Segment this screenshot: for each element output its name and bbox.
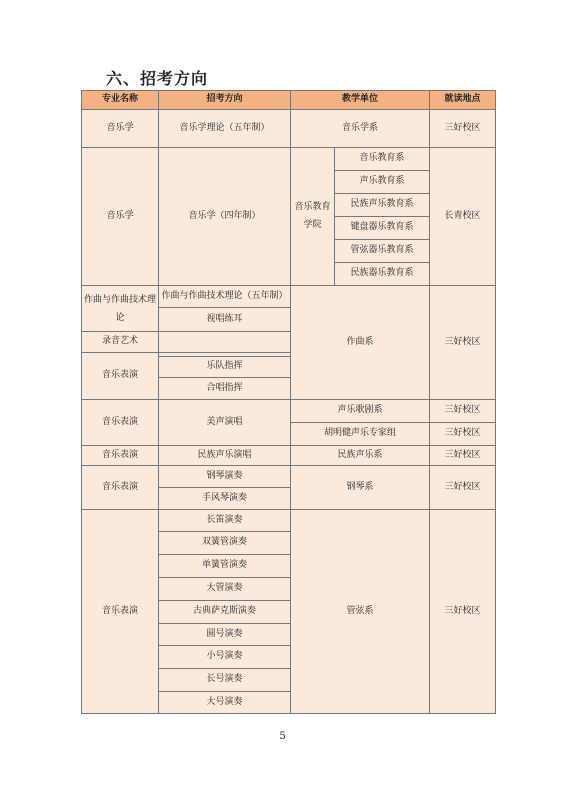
major-cell: 音乐表演 xyxy=(82,353,159,400)
major-cell: 作曲与作曲技术理论 xyxy=(82,286,159,332)
department-cell: 民族器乐教育系 xyxy=(335,263,430,286)
direction-cell: 音乐学（四年制） xyxy=(159,148,291,286)
direction-cell: 音乐学理论（五年制） xyxy=(159,110,291,148)
unit-cell: 声乐歌剧系 xyxy=(291,400,430,423)
major-cell: 录音艺术 xyxy=(82,332,159,353)
unit-cell: 胡明健声乐专家组 xyxy=(291,423,430,446)
table-row xyxy=(82,110,496,148)
department-cell: 键盘器乐教育系 xyxy=(335,217,430,240)
unit-cell: 民族声乐系 xyxy=(291,446,430,466)
major-cell: 音乐表演 xyxy=(82,446,159,466)
unit-cell: 作曲系 xyxy=(291,286,430,400)
major-cell: 音乐表演 xyxy=(82,510,159,714)
table-row xyxy=(82,286,496,308)
location-cell: 长青校区 xyxy=(430,148,496,286)
location-cell: 三好校区 xyxy=(430,110,496,148)
header-direction: 招考方向 xyxy=(159,91,291,110)
section-heading: 六、招考方向 xyxy=(106,69,209,88)
unit-cell: 钢琴系 xyxy=(291,466,430,510)
page-number: 5 xyxy=(279,731,286,742)
table-row xyxy=(82,400,496,423)
location-cell: 三好校区 xyxy=(430,446,496,466)
direction-cell: 乐队指挥 xyxy=(159,357,291,378)
header-unit: 教学单位 xyxy=(291,91,430,110)
direction-cell: 大管演奏 xyxy=(159,578,291,601)
major-cell: 音乐表演 xyxy=(82,466,159,510)
table-row xyxy=(82,510,496,532)
department-cell: 民族声乐教育系 xyxy=(335,194,430,217)
direction-cell: 长号演奏 xyxy=(159,669,291,692)
direction-cell: 作曲与作曲技术理论（五年制） xyxy=(159,286,291,308)
major-cell: 音乐学 xyxy=(82,148,159,286)
department-cell: 音乐教育系 xyxy=(335,148,430,171)
direction-cell: 大号演奏 xyxy=(159,692,291,714)
location-cell: 三好校区 xyxy=(430,400,496,423)
header-location: 就读地点 xyxy=(430,91,496,110)
direction-cell: 视唱练耳 xyxy=(159,308,291,332)
department-cell: 声乐教育系 xyxy=(335,171,430,194)
location-cell: 三好校区 xyxy=(430,466,496,510)
table-row xyxy=(82,148,496,171)
table-row xyxy=(82,466,496,488)
header-major: 专业名称 xyxy=(82,91,159,110)
direction-cell: 单簧管演奏 xyxy=(159,555,291,578)
department-cell: 管弦器乐教育系 xyxy=(335,240,430,263)
location-cell: 三好校区 xyxy=(430,510,496,714)
major-cell: 音乐学 xyxy=(82,110,159,148)
direction-cell: 手风琴演奏 xyxy=(159,488,291,510)
direction-cell: 圆号演奏 xyxy=(159,624,291,646)
direction-cell xyxy=(159,332,291,353)
direction-cell: 钢琴演奏 xyxy=(159,466,291,488)
direction-cell: 合唱指挥 xyxy=(159,378,291,400)
admission-table xyxy=(81,90,496,714)
direction-cell: 民族声乐演唱 xyxy=(159,446,291,466)
college-cell: 音乐教育学院 xyxy=(291,148,335,286)
direction-cell: 双簧管演奏 xyxy=(159,532,291,555)
major-cell: 音乐表演 xyxy=(82,400,159,446)
location-cell: 三好校区 xyxy=(430,286,496,400)
unit-cell: 音乐学系 xyxy=(291,110,430,148)
direction-cell: 古典萨克斯演奏 xyxy=(159,601,291,624)
unit-cell: 管弦系 xyxy=(291,510,430,714)
table-row xyxy=(82,446,496,466)
direction-cell: 美声演唱 xyxy=(159,400,291,446)
direction-cell: 长笛演奏 xyxy=(159,510,291,532)
table-header-row xyxy=(82,91,496,110)
direction-cell: 小号演奏 xyxy=(159,646,291,669)
location-cell: 三好校区 xyxy=(430,423,496,446)
